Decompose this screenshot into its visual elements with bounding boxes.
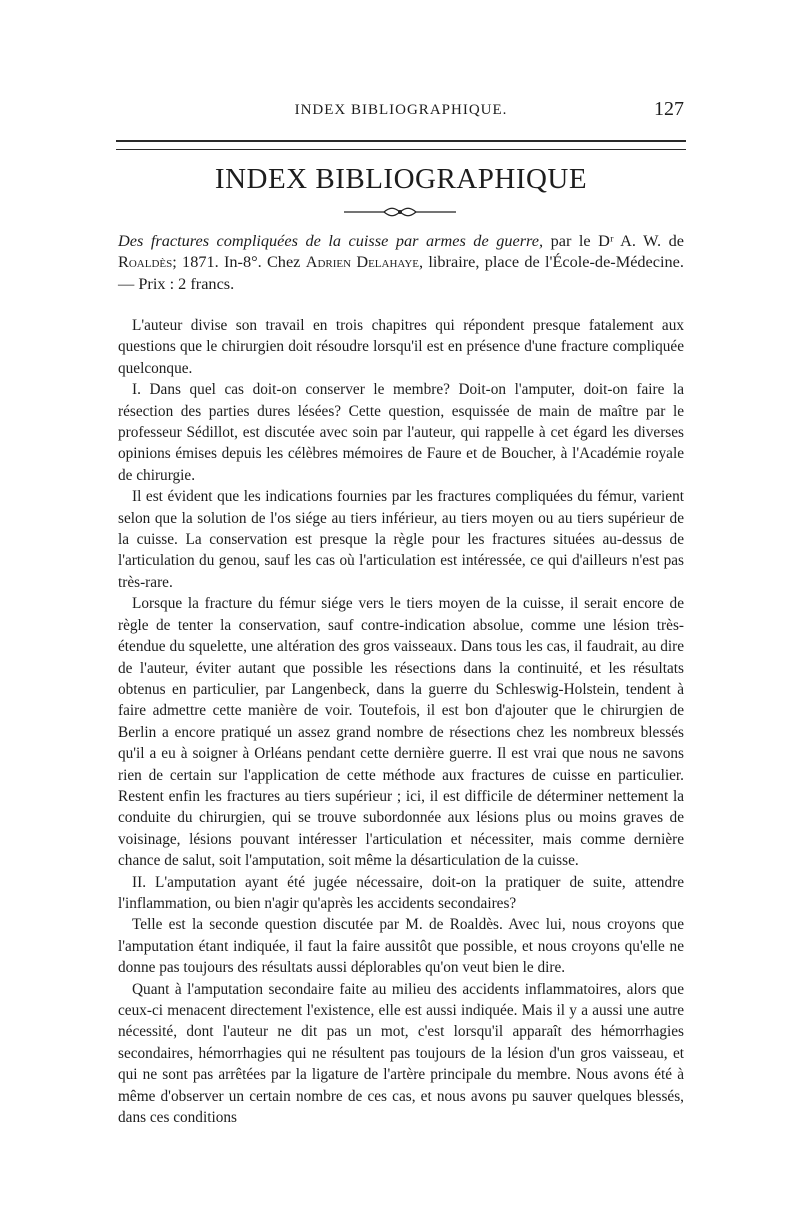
paragraph: L'auteur divise son travail en trois chapitres qui répondent presque fatalement aux questions que le chirurgien doit résoudre lorsqu'il est en présence d'une fracture compliquée quelconque. [118, 317, 684, 377]
ornament-divider-icon [344, 205, 456, 219]
running-title: INDEX BIBLIOGRAPHIQUE. [294, 102, 508, 118]
citation-rest: , libraire, place de l'École-de-Médecine. — Prix : 2 francs. [118, 252, 684, 293]
paragraph: I. Dans quel cas doit-on conserver le membre? Doit-on l'amputer, doit-on faire la résection des parties dures lésées? Cette question, esquissée de main de maître par le professeur Sédillot, est discutée avec soin par l'auteur, qui rappelle à cet égard les diverses opinions émises depuis les célèbres mémoires de Faure et de Boucher, à l'Académie royale de chirurgie. [118, 381, 684, 484]
review-body [118, 315, 684, 1128]
paragraph: Quant à l'amputation secondaire faite au milieu des accidents inflammatoires, alors que ceux-ci menacent directement l'existence, elle est aussi indiquée. Mais il y a aussi une autre nécessité, dont l'auteur ne dit pas un mot, c'est lorsqu'il apparaît des hémorrhagies secondaires, hémorrhagies qui ne résultent pas toujours de la lésion d'un gros vaisseau, et qui ne sont pas arrêtées par la ligature de l'artère principale du membre. Nous avons été à même d'observer un certain nombre de ces cas, et nous avons pu sauver quelques blessés, dans ces conditions [118, 980, 684, 1127]
paragraph: Lorsque la fracture du fémur siége vers le tiers moyen de la cuisse, il serait encore de règle de tenter la conservation, sauf contre-indication absolue, comme une lésion très-étendue du squelette, une altération des gros vaisseaux. Dans tous les cas, il faudrait, au dire de l'auteur, éviter autant que possible les résections dans la continuité, et les résultats obtenus en particulier, par Langenbeck, dans la guerre du Schleswig-Holstein, tendent à faire admettre cette manière de voir. Toutefois, il est bon d'ajouter que le chirurgien de Berlin a encore pratiqué un assez grand nombre de résections chez les nombreux blessés qu'il a eu à soigner à Orléans pendant cette dernière guerre. Il est vrai que nous ne savons rien de certain sur l'application de cette méthode aux fractures de cuisse en particulier. Restent enfin les fractures au tiers supérieur ; ici, il est difficile de déterminer nettement la conduite du chirurgien, qui se trouve subordonnée aux lésions plus ou moins graves de voisinage, lésions pouvant intéresser l'articulation et nécessiter, mais comme dernière chance de salut, soit l'amputation, soit même la désarticulation de la cuisse. [118, 595, 684, 870]
citation-publisher: Adrien Delahaye [305, 252, 420, 272]
paragraph: II. L'amputation ayant été jugée nécessaire, doit-on la pratiquer de suite, attendre l'inflammation, ou bien n'agir qu'après les accidents secondaires? [118, 873, 684, 912]
citation-by: par le Dʳ A. W. de [543, 231, 684, 250]
paragraph: Telle est la seconde question discutée par M. de Roaldès. Avec lui, nous croyons que l'amputation étant indiquée, il faut la faire aussitôt que possible, et nous croyons qu'elle ne donne pas toujours des résultats aussi déplorables qu'on veut bien le dire. [118, 916, 684, 977]
section-title: INDEX BIBLIOGRAPHIQUE [214, 163, 588, 195]
paragraph: Il est évident que les indications fournies par les fractures compliquées du fémur, varient selon que la solution de l'os siége au tiers inférieur, au tiers moyen ou au tiers supérieur de la cuisse. La conservation est presque la règle pour les fractures situées au-dessus de l'articulation du genou, sauf les cas où l'articulation est intéressée, ce qui d'ailleurs n'est pas très-rare. [118, 488, 684, 591]
bibliographic-citation [118, 230, 684, 294]
citation-work-title: Des fractures compliquées de la cuisse par armes de guerre, [118, 231, 544, 250]
header-double-rule [116, 140, 686, 150]
citation-author: Roaldès [118, 252, 173, 272]
running-head [118, 98, 684, 122]
citation-details: ; 1871. In-8°. Chez [172, 252, 306, 272]
page-number: 127 [654, 98, 684, 120]
